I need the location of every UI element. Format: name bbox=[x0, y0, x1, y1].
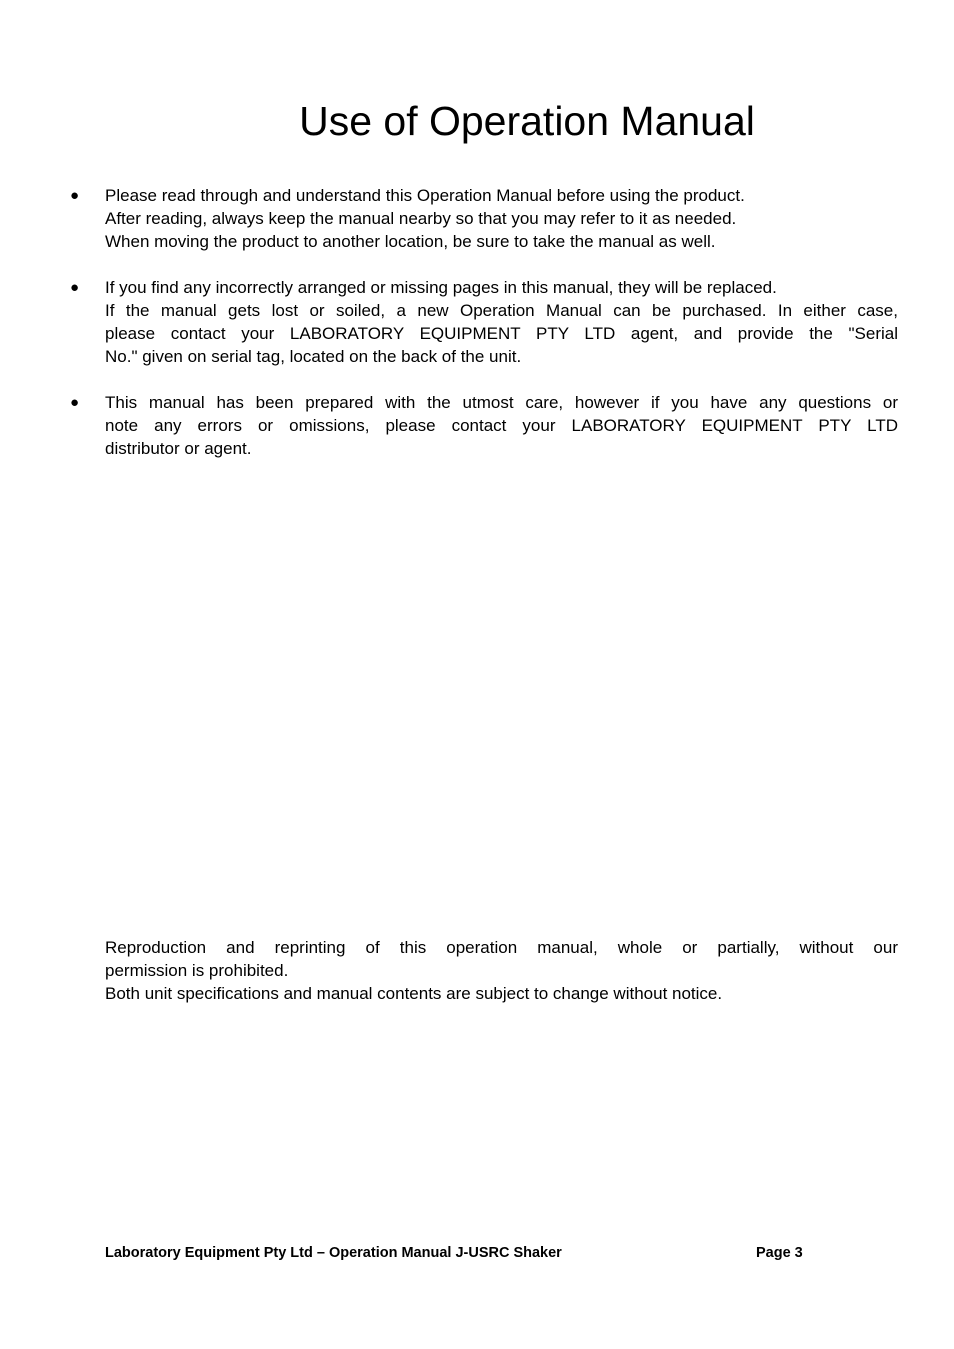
bullet-icon: ● bbox=[70, 394, 80, 411]
bullet-item-errors-omissions bbox=[0, 391, 954, 460]
bullet-list bbox=[0, 184, 954, 483]
bullet-text bbox=[105, 391, 898, 460]
bullet-icon: ● bbox=[70, 187, 80, 204]
copyright-notice bbox=[105, 936, 898, 1005]
text-line: After reading, always keep the manual nearby so that you may refer to it as needed. bbox=[105, 209, 737, 228]
text-line: If you find any incorrectly arranged or missing pages in this manual, they will be replaced. bbox=[105, 278, 777, 297]
bullet-item-missing-pages bbox=[0, 276, 954, 368]
bullet-item-read-manual bbox=[0, 184, 954, 253]
text-line: note any errors or omissions, please contact your LABORATORY EQUIPMENT PTY LTD bbox=[105, 416, 898, 435]
text-line: Reproduction and reprinting of this operation manual, whole or partially, without our bbox=[105, 938, 898, 957]
text-line: When moving the product to another location, be sure to take the manual as well. bbox=[105, 232, 716, 251]
text-line: No." given on serial tag, located on the back of the unit. bbox=[105, 347, 522, 366]
text-line: please contact your LABORATORY EQUIPMENT PTY LTD agent, and provide the "Serial bbox=[105, 324, 898, 343]
text-line: This manual has been prepared with the utmost care, however if you have any questions or bbox=[105, 393, 898, 412]
text-line: If the manual gets lost or soiled, a new Operation Manual can be purchased. In either case, bbox=[105, 301, 898, 320]
page-title: Use of Operation Manual bbox=[299, 98, 755, 144]
text-line: Both unit specifications and manual contents are subject to change without notice. bbox=[105, 984, 723, 1003]
footer-text: Laboratory Equipment Pty Ltd – Operation Manual J-USRC Shaker bbox=[105, 1245, 562, 1261]
bullet-text bbox=[105, 184, 898, 253]
text-line: Please read through and understand this Operation Manual before using the product. bbox=[105, 186, 745, 205]
bullet-text bbox=[105, 276, 898, 368]
text-line: distributor or agent. bbox=[105, 439, 252, 458]
bullet-icon: ● bbox=[70, 279, 80, 296]
text-line: permission is prohibited. bbox=[105, 961, 289, 980]
page-number: Page 3 bbox=[756, 1245, 803, 1261]
